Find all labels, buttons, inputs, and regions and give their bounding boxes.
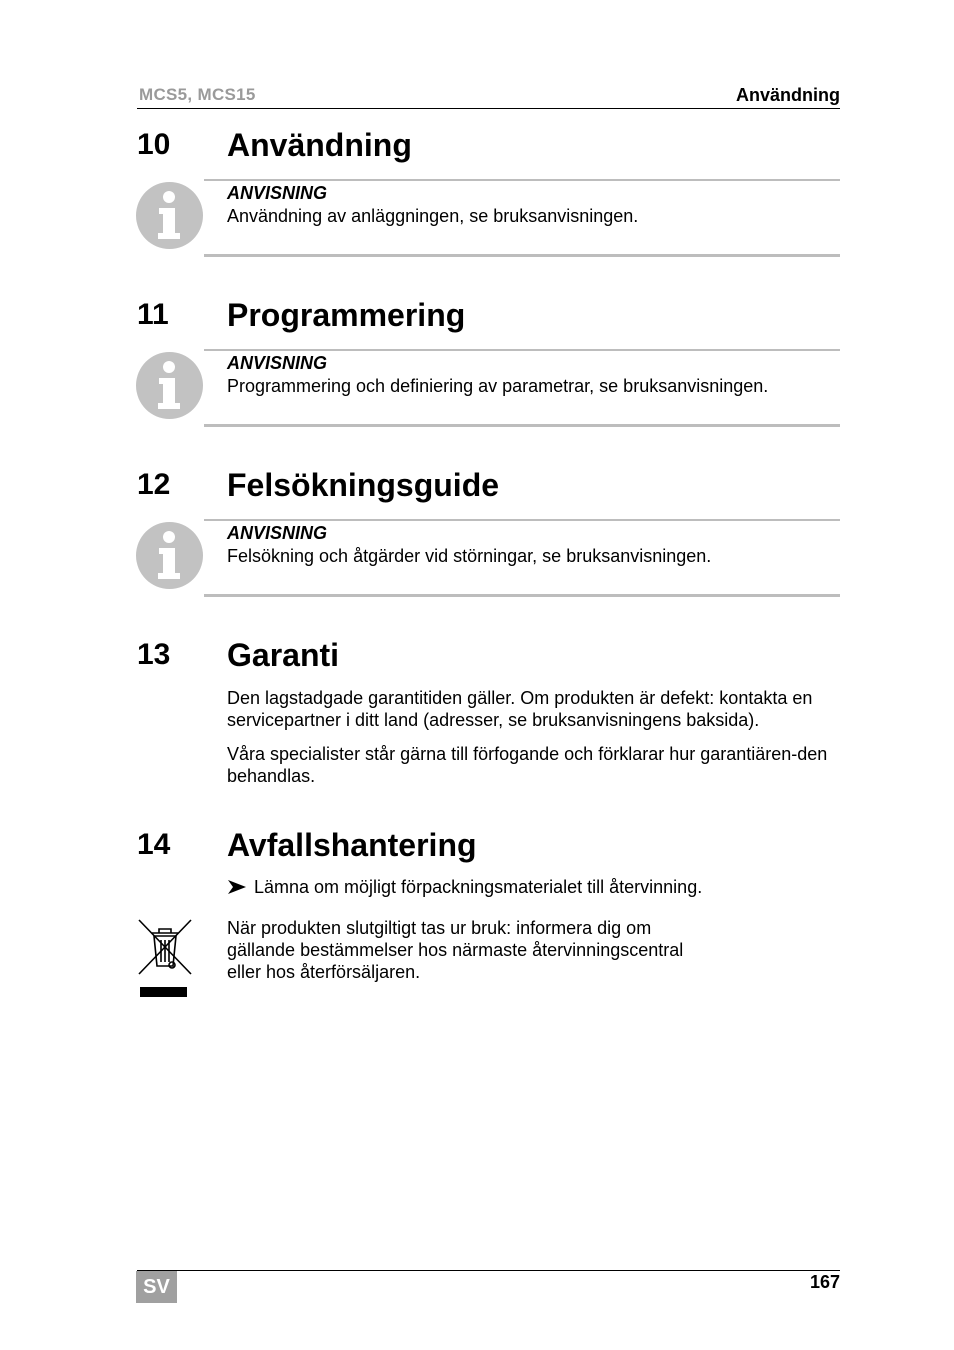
- section-12-title: Felsökningsguide: [227, 467, 500, 503]
- section-10-title: Användning: [227, 127, 412, 163]
- info-icon: [136, 522, 203, 589]
- disposal-line-1: När produkten slutgiltigt tas ur bruk: informera dig om: [227, 918, 652, 938]
- note-text: Felsökning och åtgärder vid störningar, se bruksanvisningen.: [227, 546, 712, 566]
- disposal-line-3: eller hos återförsäljaren.: [227, 962, 421, 982]
- note-label: ANVISNING: [227, 353, 328, 373]
- header-product: MCS5, MCS15: [139, 85, 256, 104]
- footer-rule: [137, 1270, 840, 1271]
- info-icon: [136, 182, 203, 249]
- note-text: Programmering och definiering av parametrar, se bruksanvisningen.: [227, 376, 769, 396]
- garanti-paragraph-2: Våra specialister står gärna till förfogande och förklarar hur garantiären-den behandlas.: [227, 744, 828, 786]
- recycling-bullet-text: Lämna om möjligt förpackningsmaterialet till återvinning.: [254, 877, 703, 897]
- note-label: ANVISNING: [227, 523, 328, 543]
- note-rule-top: [204, 349, 840, 351]
- note-rule-bottom: [204, 254, 840, 257]
- note-rule-top: [204, 519, 840, 521]
- note-rule-bottom: [204, 594, 840, 597]
- section-13-title: Garanti: [227, 637, 340, 673]
- section-11-title: Programmering: [227, 297, 466, 333]
- note-label: ANVISNING: [227, 183, 328, 203]
- section-12-number: 12: [137, 468, 171, 501]
- note-rule-top: [204, 179, 840, 181]
- note-text: Användning av anläggningen, se bruksanvisningen.: [227, 206, 639, 226]
- garanti-paragraph-1: Den lagstadgade garantitiden gäller. Om produkten är defekt: kontakta en servicepartner i ditt land (adresser, se bruksanvisningens baksida).: [227, 688, 813, 730]
- section-14-title: Avfallshantering: [227, 827, 477, 863]
- header-chapter: Användning: [736, 85, 840, 105]
- section-13-number: 13: [137, 638, 171, 671]
- info-icon: [136, 352, 203, 419]
- arrow-bullet-icon: [228, 880, 246, 894]
- header-rule: [137, 108, 840, 109]
- note-rule-bottom: [204, 424, 840, 427]
- crossed-bin-icon: [137, 916, 193, 1000]
- section-10-number: 10: [137, 128, 171, 161]
- section-11-number: 11: [137, 298, 169, 331]
- language-badge: SV: [136, 1271, 177, 1303]
- page-number: 167: [809, 1272, 840, 1292]
- disposal-line-2: gällande bestämmelser hos närmaste återvinningscentral: [227, 940, 684, 960]
- section-14-number: 14: [137, 828, 171, 861]
